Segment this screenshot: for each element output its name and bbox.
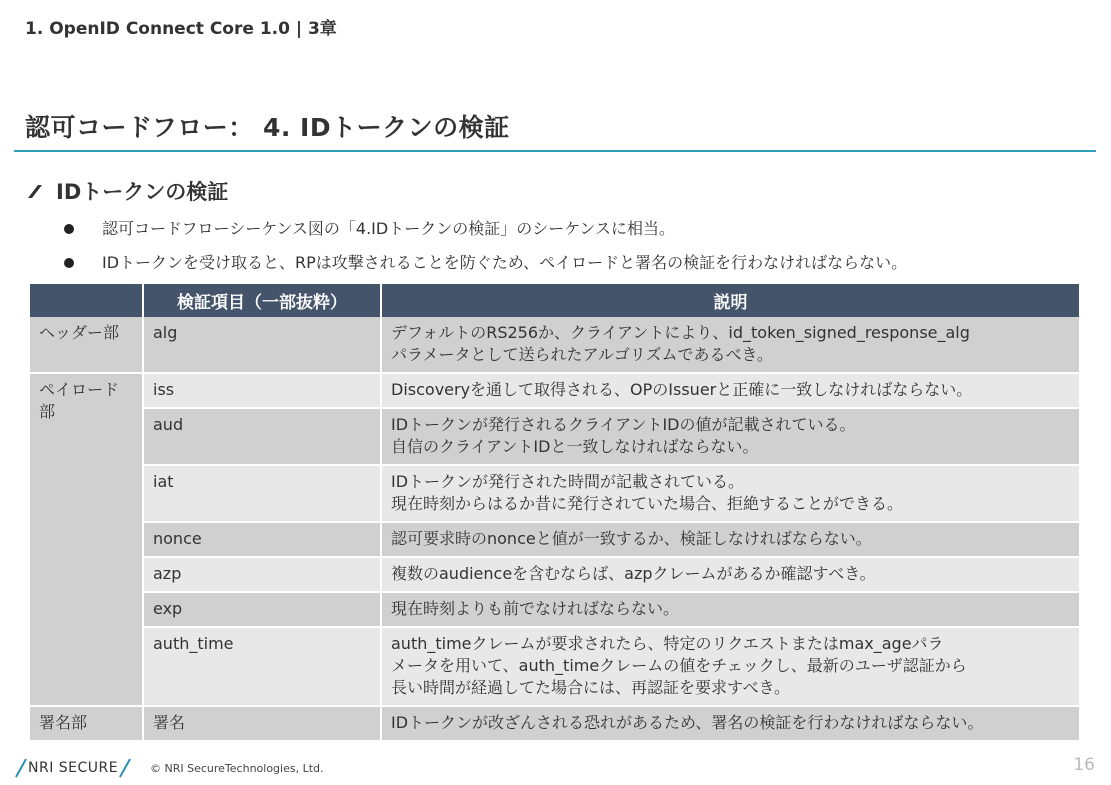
description-cell — [381, 557, 1079, 592]
validation-table — [30, 284, 1079, 742]
description-cell — [381, 317, 1079, 373]
item-cell: iss — [143, 373, 381, 408]
column-header-section — [30, 284, 143, 317]
bullet-icon — [64, 224, 74, 234]
item-cell: aud — [143, 408, 381, 465]
description-line: パラメータとして送られたアルゴリズムであるべき。 — [391, 345, 773, 364]
page-title: 認可コードフロー： 4. IDトークンの検証 — [25, 113, 510, 142]
description-line: Discoveryを通して取得される、OPのIssuerと正確に一致しなければならない。 — [391, 380, 973, 399]
breadcrumb: 1. OpenID Connect Core 1.0 | 3章 — [25, 19, 337, 39]
item-cell: nonce — [143, 522, 381, 557]
item-cell: exp — [143, 592, 381, 627]
table-row — [30, 627, 1079, 706]
description-cell — [381, 706, 1079, 741]
table-row — [30, 557, 1079, 592]
description-line: 複数のaudienceを含むならば、azpクレームがあるか確認すべき。 — [391, 564, 876, 583]
section-heading-text: IDトークンの検証 — [56, 180, 229, 204]
title-divider — [14, 150, 1096, 152]
pencil-icon — [26, 181, 44, 205]
column-header-item: 検証項目（一部抜粋） — [143, 284, 381, 317]
description-cell — [381, 592, 1079, 627]
table-row — [30, 592, 1079, 627]
page-number: 16 — [1073, 755, 1095, 775]
item-cell: azp — [143, 557, 381, 592]
table-row — [30, 317, 1079, 373]
description-line: IDトークンが発行された時間が記載されている。 — [391, 472, 745, 491]
list-item — [62, 252, 907, 286]
description-cell — [381, 373, 1079, 408]
table-row — [30, 373, 1079, 408]
description-cell — [381, 627, 1079, 706]
description-line: メータを用いて、auth_timeクレームの値をチェックし、最新のユーザ認証から — [391, 656, 967, 675]
description-line: auth_timeクレームが要求されたら、特定のリクエストまたはmax_ageパラ — [391, 634, 944, 653]
bullet-icon — [64, 258, 74, 268]
description-cell — [381, 408, 1079, 465]
section-cell: ヘッダー部 — [30, 317, 143, 373]
table-row — [30, 706, 1079, 741]
description-line: 現在時刻よりも前でなければならない。 — [391, 599, 680, 618]
section-heading — [26, 176, 228, 206]
company-logo — [14, 757, 132, 779]
description-line: 現在時刻からはるか昔に発行されていた場合、拒絶することができる。 — [391, 494, 904, 513]
item-cell: 署名 — [143, 706, 381, 741]
column-header-description: 説明 — [381, 284, 1079, 317]
description-line: 自信のクライアントIDと一致しなければならない。 — [391, 437, 759, 456]
description-line: IDトークンが改ざんされる恐れがあるため、署名の検証を行わなければならない。 — [391, 713, 984, 732]
item-cell: auth_time — [143, 627, 381, 706]
section-cell: ペイロード部 — [30, 373, 143, 706]
bullet-text: IDトークンを受け取ると、RPは攻撃されることを防ぐため、ペイロードと署名の検証を行わなければならない。 — [102, 253, 908, 272]
description-line: 長い時間が経過してた場合には、再認証を要求すべき。 — [391, 678, 791, 697]
item-cell: alg — [143, 317, 381, 373]
bullet-list — [62, 218, 907, 286]
description-line: IDトークンが発行されるクライアントIDの値が記載されている。 — [391, 415, 856, 434]
list-item — [62, 218, 907, 252]
section-cell: 署名部 — [30, 706, 143, 741]
item-cell: iat — [143, 465, 381, 522]
logo-text: NRI SECURE — [28, 760, 119, 776]
table-row — [30, 408, 1079, 465]
description-cell — [381, 522, 1079, 557]
table-row — [30, 522, 1079, 557]
description-cell — [381, 465, 1079, 522]
description-line: 認可要求時のnonceと値が一致するか、検証しなければならない。 — [391, 529, 872, 548]
table-body — [30, 317, 1079, 741]
table-row — [30, 465, 1079, 522]
copyright: © NRI SecureTechnologies, Ltd. — [150, 762, 324, 775]
description-line: デフォルトのRS256か、クライアントにより、id_token_signed_response_alg — [391, 323, 970, 342]
table-header-row — [30, 284, 1079, 317]
bullet-text: 認可コードフローシーケンス図の「4.IDトークンの検証」のシーケンスに相当。 — [102, 219, 675, 238]
